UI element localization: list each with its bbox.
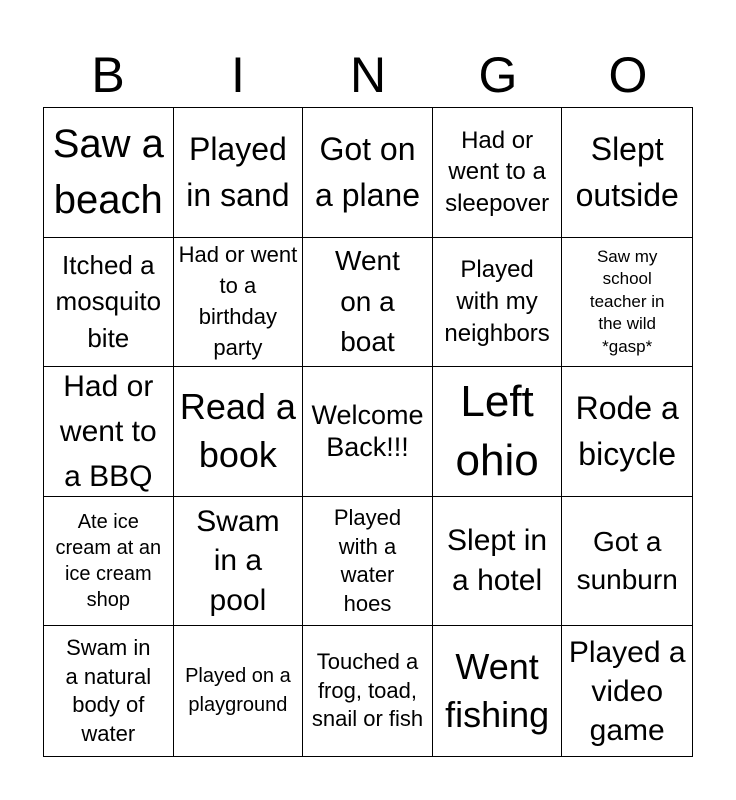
header-letter-n: N <box>349 47 387 103</box>
cell-text: Slept in a hotel <box>447 523 548 598</box>
bingo-cell[interactable] <box>562 367 692 497</box>
cell-text: Saw my school teacher in the wild *gasp* <box>589 246 665 356</box>
cell-text: Got a sunburn <box>576 526 678 596</box>
cell-text: Touched a frog, toad, snail or fish <box>311 649 424 732</box>
bingo-grid <box>43 107 693 757</box>
header-letter-o: O <box>608 47 648 103</box>
bingo-cell[interactable] <box>562 626 692 756</box>
cell-text: Got on a plane <box>315 130 420 214</box>
cell-text: Rode a bicycle <box>575 390 679 473</box>
bingo-cell[interactable] <box>433 497 563 627</box>
bingo-cell[interactable] <box>433 238 563 368</box>
cell-text: Played with my neighbors <box>444 256 550 347</box>
bingo-cell[interactable] <box>44 238 174 368</box>
bingo-cell[interactable] <box>433 367 563 497</box>
bingo-cell[interactable] <box>303 238 433 368</box>
bingo-cell[interactable] <box>562 238 692 368</box>
cell-text: Slept outside <box>575 130 679 214</box>
bingo-cell[interactable] <box>44 626 174 756</box>
bingo-header <box>43 44 693 106</box>
bingo-cell[interactable] <box>433 626 563 756</box>
bingo-cell[interactable] <box>303 497 433 627</box>
header-letter-b: B <box>91 47 125 103</box>
bingo-cell[interactable] <box>174 108 304 238</box>
cell-text: Had or went to a sleepover <box>445 126 550 218</box>
bingo-cell[interactable] <box>44 367 174 497</box>
cell-text: Played in sand <box>186 130 290 214</box>
cell-text: Went fishing <box>445 645 550 736</box>
cell-text: Saw a beach <box>52 122 164 223</box>
bingo-cell[interactable] <box>44 108 174 238</box>
bingo-cell[interactable] <box>562 108 692 238</box>
bingo-cell[interactable] <box>174 626 304 756</box>
bingo-cell[interactable] <box>562 497 692 627</box>
bingo-cell[interactable] <box>303 367 433 497</box>
cell-text: Itched a mosquito bite <box>55 249 162 354</box>
cell-text: Had or went to a BBQ <box>59 370 157 493</box>
cell-text: Had or went to a birthday party <box>178 242 298 360</box>
cell-text: Left ohio <box>455 377 539 486</box>
bingo-cell[interactable] <box>303 626 433 756</box>
cell-text: Went on a boat <box>335 245 400 358</box>
bingo-cell[interactable] <box>174 497 304 627</box>
cell-text: Welcome Back!!! <box>311 399 424 463</box>
cell-text: Played a video game <box>568 635 686 747</box>
bingo-cell[interactable] <box>174 238 304 368</box>
cell-text: Swam in a natural body of water <box>65 635 152 746</box>
bingo-cell[interactable] <box>303 108 433 238</box>
bingo-cell[interactable] <box>174 367 304 497</box>
bingo-cell[interactable] <box>433 108 563 238</box>
cell-text: Ate ice cream at an ice cream shop <box>55 511 162 612</box>
header-letter-g: G <box>478 47 518 103</box>
cell-text: Read a book <box>179 385 296 476</box>
cell-text: Played on a playground <box>185 665 291 717</box>
cell-text: Played with a water hoes <box>333 504 402 616</box>
bingo-cell[interactable] <box>44 497 174 627</box>
header-letter-i: I <box>231 47 245 103</box>
cell-text: Swam in a pool <box>196 504 280 617</box>
